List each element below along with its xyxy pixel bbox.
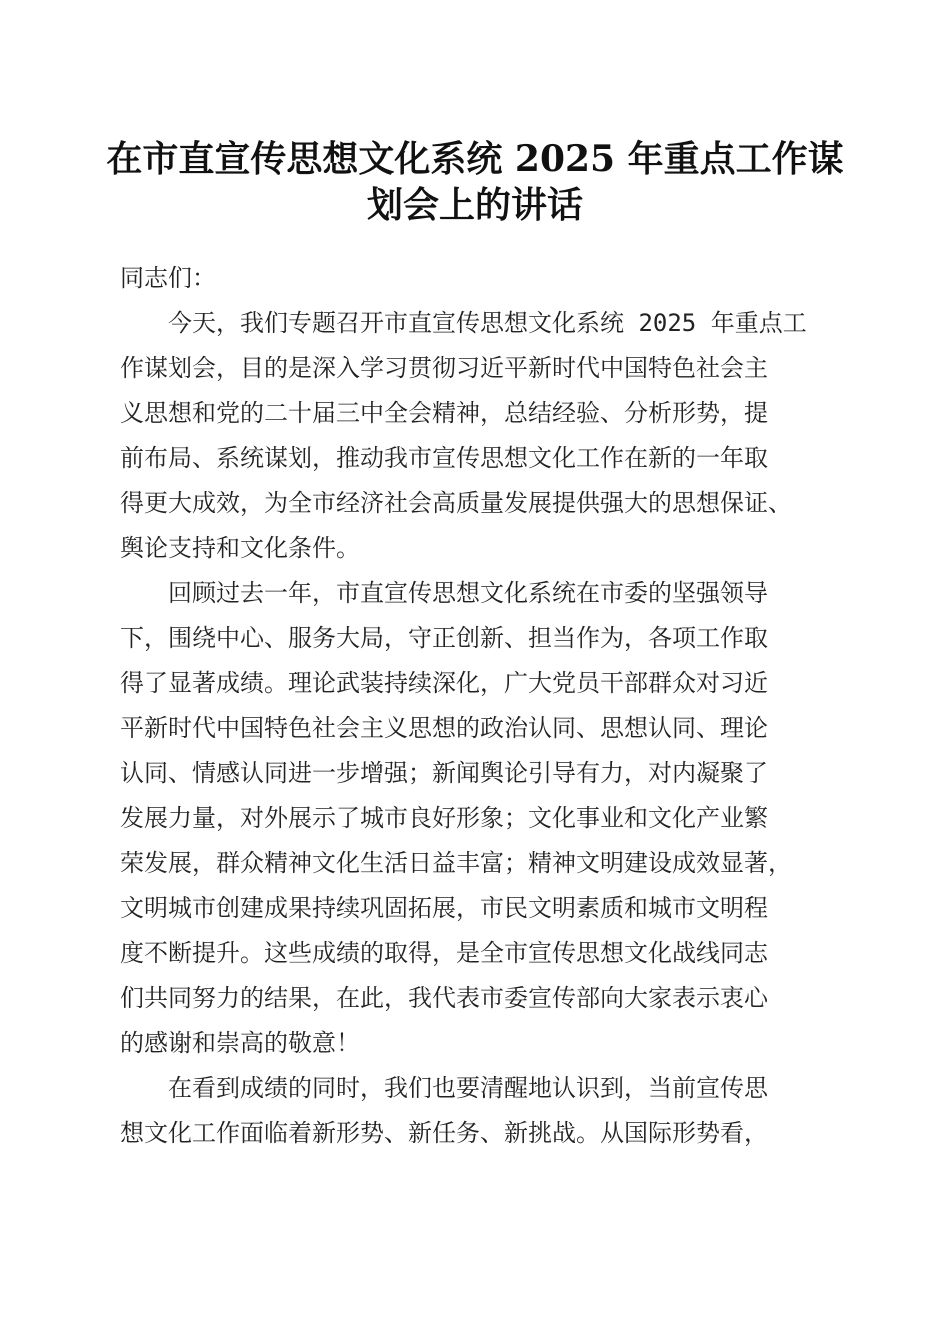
paragraph-line: 认同、情感认同进一步增强；新闻舆论引导有力，对内凝聚了 xyxy=(120,759,768,787)
paragraph-1 xyxy=(120,301,840,571)
paragraph-line: 发展力量，对外展示了城市良好形象；文化事业和文化产业繁 xyxy=(120,804,768,832)
paragraph-line: 下，围绕中心、服务大局，守正创新、担当作为，各项工作取 xyxy=(120,624,768,652)
paragraph-line: 度不断提升。这些成绩的取得，是全市宣传思想文化战线同志 xyxy=(120,939,768,967)
paragraph-line: 的感谢和崇高的敬意！ xyxy=(120,1029,360,1057)
paragraph-line: 想文化工作面临着新形势、新任务、新挑战。从国际形势看， xyxy=(120,1119,768,1147)
paragraph-line: 得了显著成绩。理论武装持续深化，广大党员干部群众对习近 xyxy=(120,669,768,697)
paragraph-2 xyxy=(120,571,840,1066)
paragraph-line: 前布局、系统谋划，推动我市宣传思想文化工作在新的一年取 xyxy=(120,444,768,472)
paragraph-line: 舆论支持和文化条件。 xyxy=(120,534,360,562)
document-title xyxy=(100,136,850,228)
paragraph-line: 文明城市创建成果持续巩固拓展，市民文明素质和城市文明程 xyxy=(120,894,768,922)
paragraph-line: 作谋划会，目的是深入学习贯彻习近平新时代中国特色社会主 xyxy=(120,354,768,382)
paragraph-line: 平新时代中国特色社会主义思想的政治认同、思想认同、理论 xyxy=(120,714,768,742)
salutation: 同志们： xyxy=(120,264,216,292)
paragraph-line: 今天，我们专题召开市直宣传思想文化系统 2025 年重点工 xyxy=(168,309,807,337)
paragraph-3 xyxy=(120,1066,840,1156)
document-body xyxy=(120,256,840,1156)
paragraph-line: 回顾过去一年，市直宣传思想文化系统在市委的坚强领导 xyxy=(168,579,768,607)
paragraph-line: 得更大成效，为全市经济社会高质量发展提供强大的思想保证、 xyxy=(120,489,792,517)
paragraph-line: 们共同努力的结果，在此，我代表市委宣传部向大家表示衷心 xyxy=(120,984,768,1012)
paragraph-line: 在看到成绩的同时，我们也要清醒地认识到，当前宣传思 xyxy=(168,1074,768,1102)
paragraph-line: 义思想和党的二十届三中全会精神，总结经验、分析形势，提 xyxy=(120,399,768,427)
title-line-1: 在市直宣传思想文化系统 2025 年重点工作谋 xyxy=(106,138,844,180)
title-line-2: 划会上的讲话 xyxy=(366,184,583,226)
paragraph-line: 荣发展，群众精神文化生活日益丰富；精神文明建设成效显著， xyxy=(120,849,792,877)
